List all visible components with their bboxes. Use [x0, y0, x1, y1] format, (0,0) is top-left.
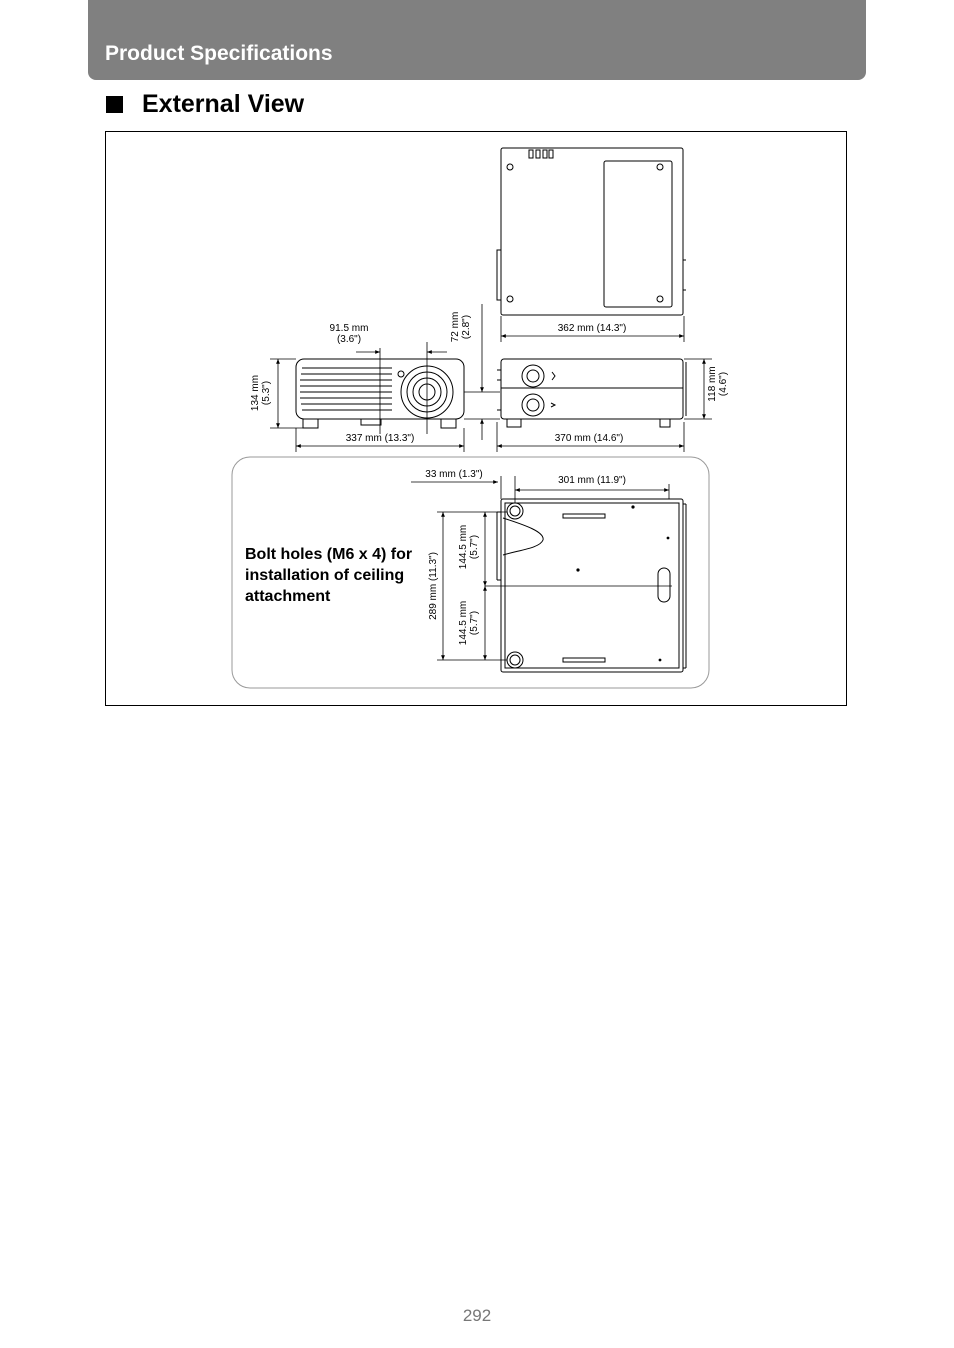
bottom-upper-label: 144.5 mm(5.7"): [458, 524, 480, 570]
lens-offset-label: 91.5 mm (3.6"): [329, 323, 369, 345]
bottom-view-marks: [576, 505, 669, 661]
front-height-label: 134 mm(5.3"): [250, 374, 272, 412]
top-view-width-label: 362 mm (14.3"): [557, 323, 627, 334]
lens-height-label: 72 mm(2.8"): [450, 311, 472, 343]
page-header-title: Product Specifications: [105, 42, 333, 65]
bolt-holes-note: Bolt holes (M6 x 4) for installation of ceiling attachment: [245, 546, 413, 605]
section-title: External View: [142, 89, 305, 118]
hole-spacing-label: 301 mm (11.9"): [558, 475, 626, 486]
side-depth-label: 370 mm (14.6"): [554, 433, 624, 444]
bottom-view: [497, 499, 686, 672]
front-width-label: 337 mm (13.3"): [345, 433, 415, 444]
bottom-lower-label: 144.5 mm(5.7"): [458, 600, 480, 646]
side-view: [497, 359, 686, 427]
side-height-label: 118 mm(4.6"): [707, 366, 729, 402]
page-number: 292: [462, 1306, 492, 1325]
bottom-offset-label: 33 mm (1.3"): [425, 469, 483, 480]
bottom-view-dimensions: [411, 476, 672, 660]
top-view: [497, 148, 686, 315]
bottom-total-label: 289 mm (11.3"): [428, 552, 439, 620]
